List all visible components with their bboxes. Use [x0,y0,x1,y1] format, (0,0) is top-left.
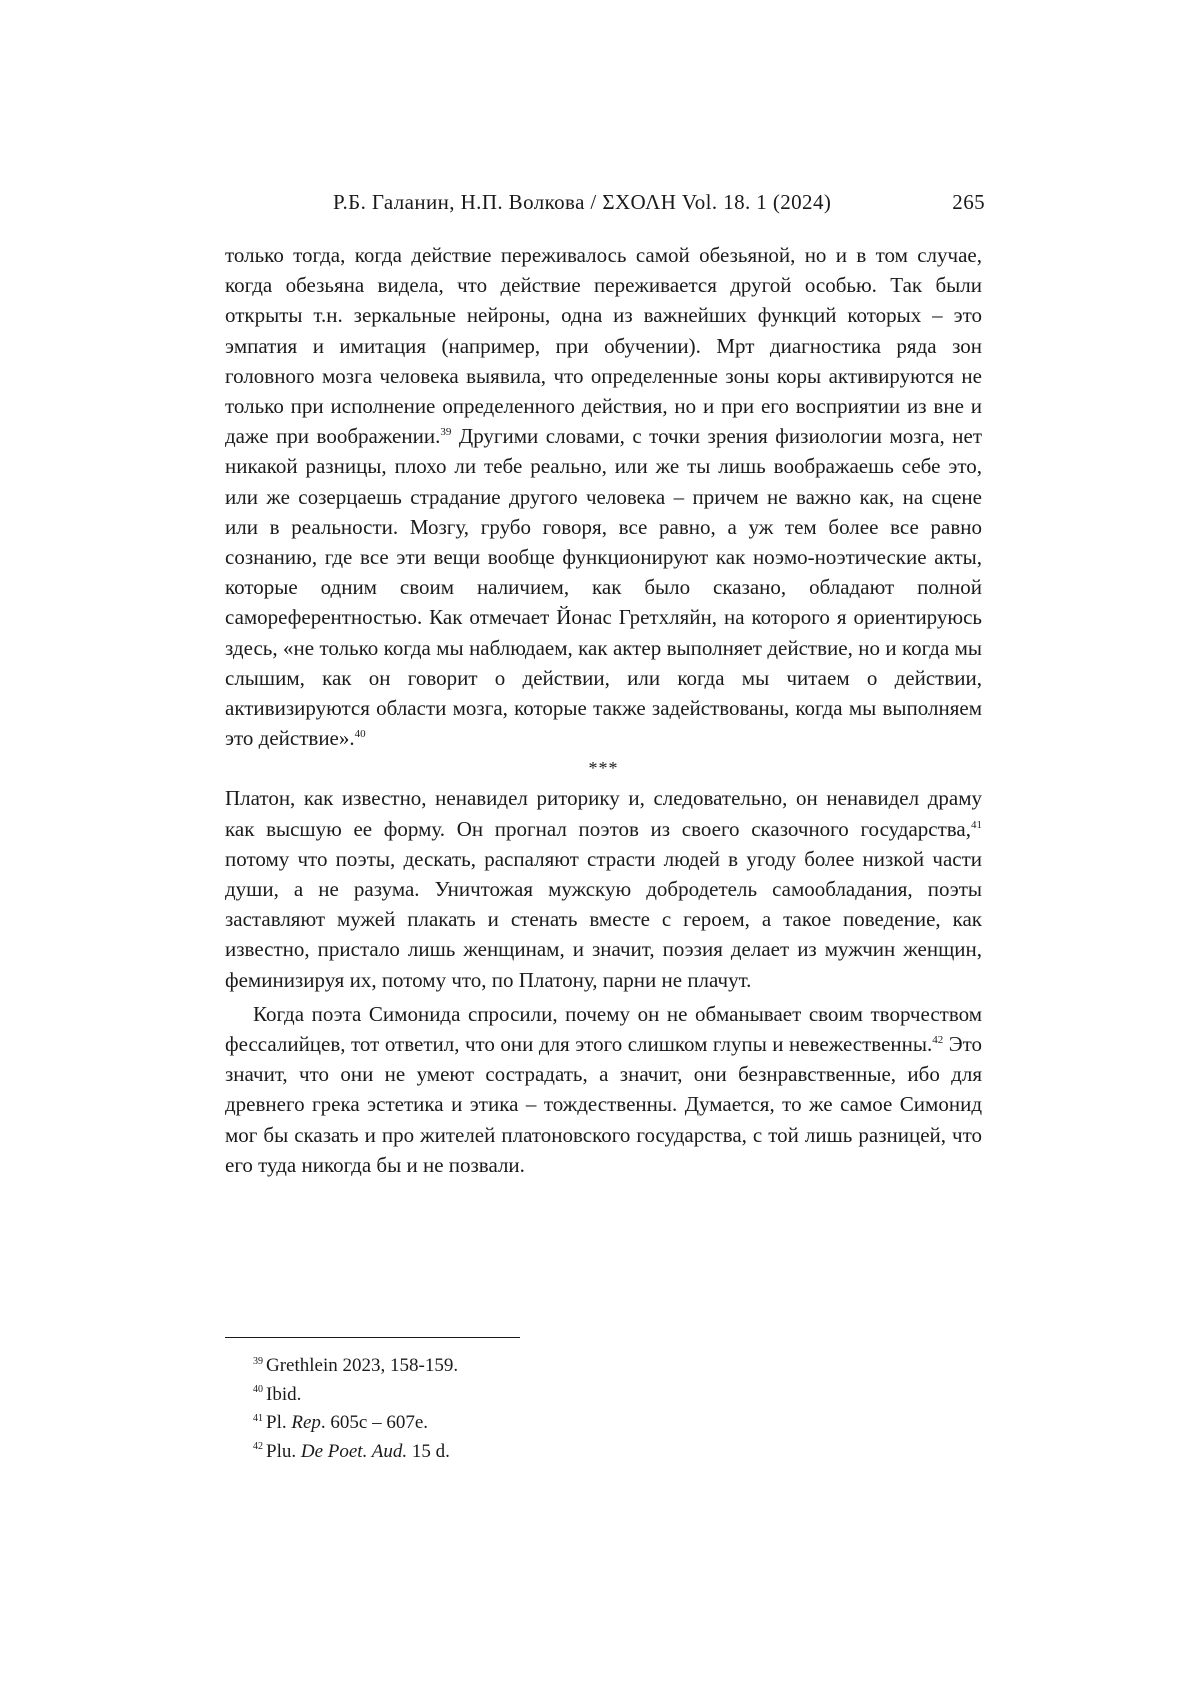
footnote-text: Ibid. [266,1383,302,1405]
footnote-text: Pl. [266,1412,292,1433]
footnote [253,1438,953,1467]
paragraph [225,999,982,1180]
body-text [225,240,982,1180]
footnote-reference: 40 [354,728,366,741]
paragraph-text: Когда поэта Симонида спросили, почему он не обманывает своим творчеством фессалийцев, тот ответил, что они для этого слишком глупы и невежественны. [225,1001,982,1057]
paragraph-text: Платон, как известно, ненавидел риторику и, следовательно, он ненавидел драму как высшую ее форму. Он прогнал поэтов из своего сказочного государства, [225,786,982,841]
footnote-number: 41 [253,1412,263,1424]
footnote-title-italic: De Poet. Aud. [300,1440,408,1462]
footnote [253,1409,953,1438]
paragraph [225,240,982,753]
section-separator: *** [588,758,619,779]
footnote-number: 40 [253,1384,263,1396]
footnote-reference: 39 [440,426,452,439]
paragraph-text: потому что поэты, дескать, распаляют страсти людей в угоду более низкой части души, а не разума. Уничтожая мужскую добродетель самообладания, поэты заставляют мужей плакать и стенать вместе с героем, а такое поведение, как известно, пристало лишь женщинам, и значит, поэзия делает из мужчин женщин, феминизируя их, потому что, по Платону, парни не плачут. [225,846,982,992]
footnote-title-italic: Rep [291,1412,321,1433]
running-header [225,190,985,224]
paragraph-text: Это значит, что они не умеют сострадать, а значит, они безнравственные, ибо для древнего грека эстетика и этика – тождественны. Думается, то же самое Симонид мог бы сказать и про жителей платоновского государства, с той лишь разницей, что его туда никогда бы и не позвали. [225,1032,982,1177]
footnote-divider [225,1337,520,1338]
footnote-number: 39 [253,1355,263,1367]
footnote-text: Grethlein 2023, 158-159. [266,1355,459,1376]
footnote-number: 42 [253,1441,263,1453]
footnote [253,1352,953,1381]
footnote-reference: 41 [971,818,982,831]
footnote-reference: 42 [932,1034,944,1047]
footnote-text: 15 d. [407,1440,450,1462]
footnote [253,1381,953,1410]
paragraph [225,783,982,994]
footnote-text: Plu. [266,1440,301,1462]
footnotes-section [253,1352,953,1466]
paragraph-text: Другими словами, с точки зрения физиологии мозга, нет никакой разницы, плохо ли тебе реально, или же ты лишь воображаешь себе это, или же созерцаешь страдание другого человека – причем не важно как, на сцене или в реальности. Мозгу, грубо говоря, все равно, а уж тем более все равно сознанию, где все эти вещи вообще функционируют как ноэмо-ноэтические акты, которые одним своим наличием, как было сказано, обладают полной самореферентностью. Как отмечает Йонас Гретхляйн, на которого я ориентируюсь здесь, «не только когда мы наблюдаем, как актер выполняет действие, но и когда мы слышим, как он говорит о действии, или когда мы читаем о действии, активизируются области мозга, которые также задействованы, когда мы выполняем это действие». [225,424,982,751]
paragraph-text: только тогда, когда действие переживалось самой обезьяной, но и в том случае, когда обезьяна видела, что действие переживается другой особью. Так были открыты т.н. зеркальные нейроны, одна из важнейших функций которых – это эмпатия и имитация (например, при обучении). Мрт диагностика ряда зон головного мозга человека выявила, что определенные зоны коры активируются не только при исполнение определенного действия, но и при его восприятии из вне и даже при воображении. [225,243,982,449]
footnote-text: . 605c – 607e. [320,1412,429,1433]
page-number: 265 [952,190,985,214]
running-title: Р.Б. Галанин, Н.П. Волкова / ΣΧΟΛΗ Vol. 18. 1 (2024) [333,190,832,214]
